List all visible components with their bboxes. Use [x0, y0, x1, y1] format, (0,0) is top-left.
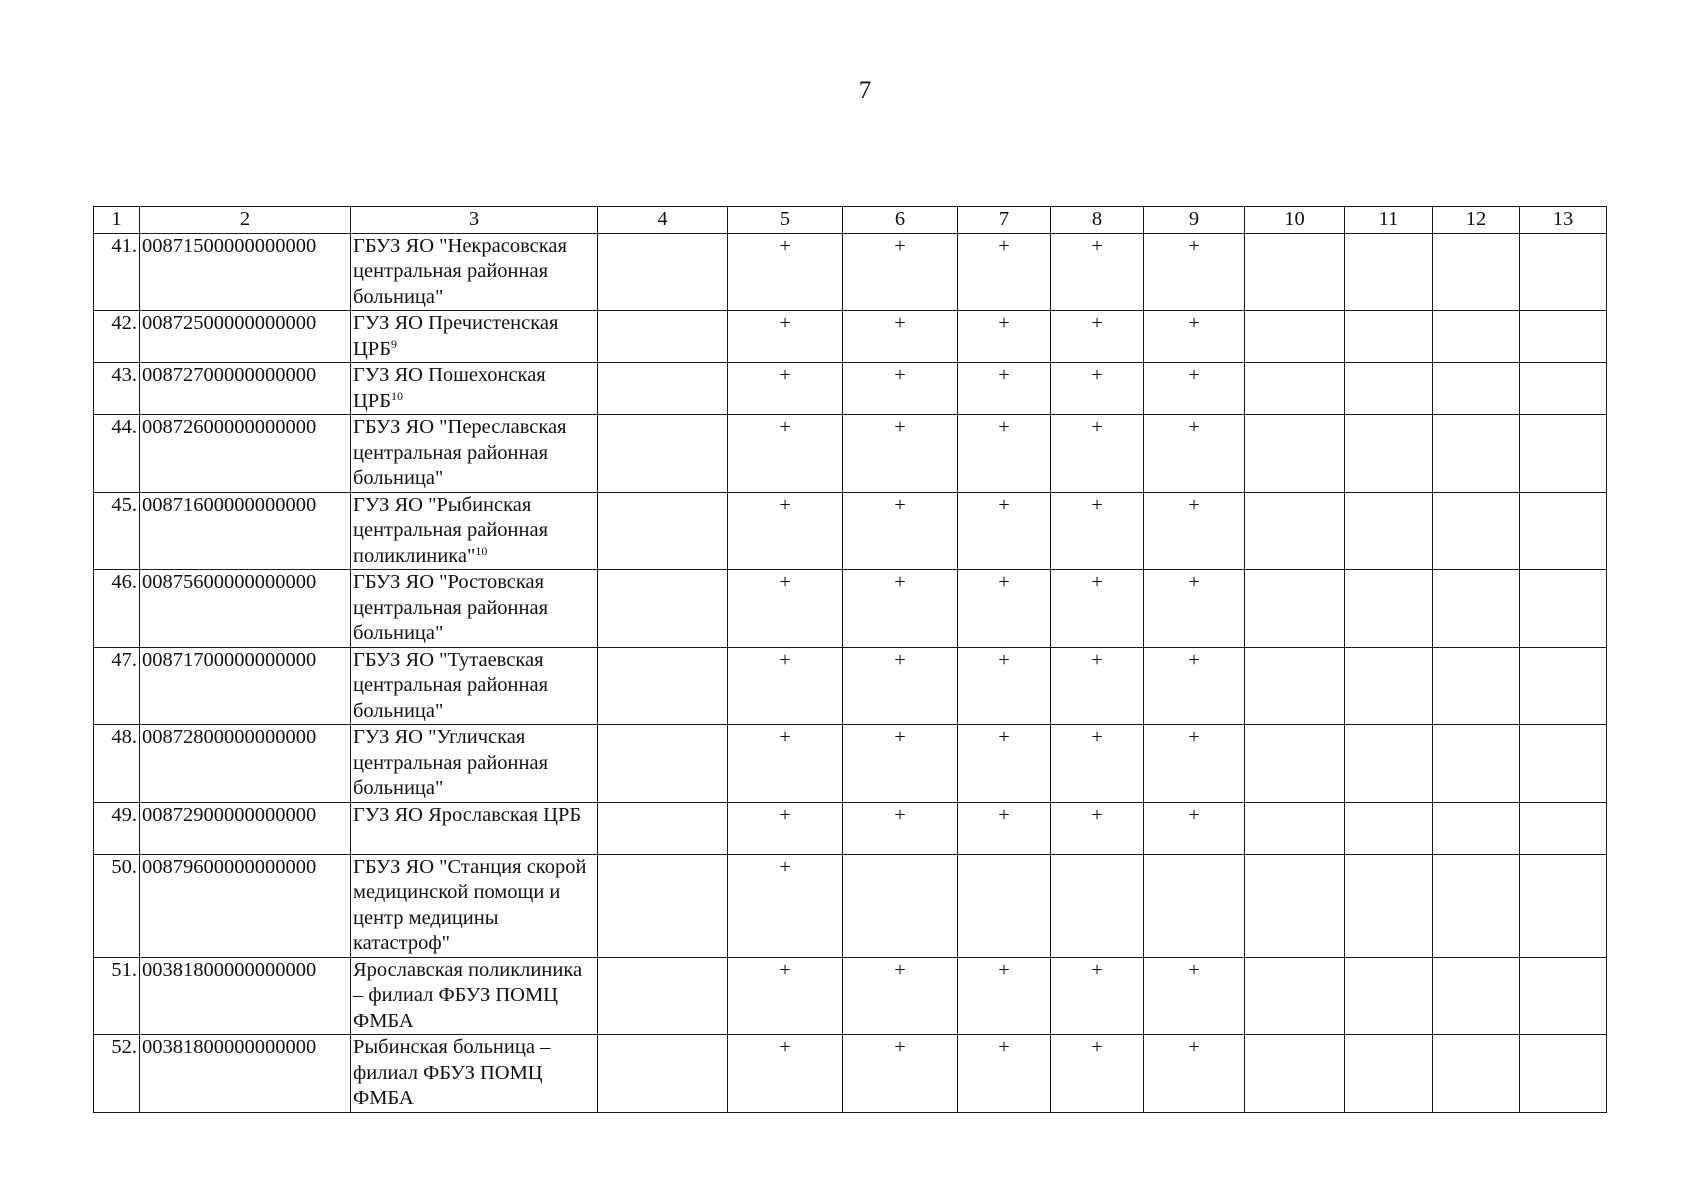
mark-cell-col-8: +	[1051, 1035, 1144, 1113]
mark-cell-col-7: +	[958, 647, 1051, 725]
table-row	[94, 233, 1607, 311]
column-header: 12	[1433, 207, 1520, 234]
mark-cell-col-6: +	[843, 363, 958, 415]
mark-cell-col-8: +	[1051, 802, 1144, 854]
organization-name-cell	[351, 233, 598, 311]
organization-name-cell	[351, 854, 598, 957]
mark-cell-col-4	[598, 233, 728, 311]
mark-cell-col-11	[1345, 415, 1433, 493]
organization-code: 00871700000000000	[140, 647, 351, 725]
row-number: 51.	[94, 957, 140, 1035]
organization-name: ГБУЗ ЯО "Станция скорой медицинской помощи и центр медицины катастроф"	[353, 855, 587, 954]
mark-cell-col-5: +	[728, 647, 843, 725]
mark-cell-col-12	[1433, 725, 1520, 803]
row-number: 43.	[94, 363, 140, 415]
table-row	[94, 570, 1607, 648]
mark-cell-col-7: +	[958, 802, 1051, 854]
organization-name: ГУЗ ЯО "Угличская центральная районная больница"	[353, 726, 549, 799]
organization-name-cell	[351, 1035, 598, 1113]
mark-cell-col-13	[1520, 415, 1607, 493]
table-row	[94, 311, 1607, 363]
mark-cell-col-5: +	[728, 233, 843, 311]
mark-cell-col-6: +	[843, 802, 958, 854]
mark-cell-col-7: +	[958, 725, 1051, 803]
mark-cell-col-7	[958, 854, 1051, 957]
organization-code: 00381800000000000	[140, 1035, 351, 1113]
mark-cell-col-13	[1520, 492, 1607, 570]
services-table	[93, 206, 1607, 1113]
mark-cell-col-10	[1245, 802, 1345, 854]
row-number: 46.	[94, 570, 140, 648]
column-header: 4	[598, 207, 728, 234]
organization-name: Ярославская поликлиника – филиал ФБУЗ ПОМЦ ФМБА	[353, 958, 583, 1032]
organization-name-cell	[351, 415, 598, 493]
mark-cell-col-7: +	[958, 311, 1051, 363]
mark-cell-col-7: +	[958, 492, 1051, 570]
mark-cell-col-8: +	[1051, 957, 1144, 1035]
mark-cell-col-12	[1433, 311, 1520, 363]
organization-name: ГБУЗ ЯО "Ростовская центральная районная больница"	[353, 571, 549, 644]
mark-cell-col-9: +	[1144, 233, 1245, 311]
mark-cell-col-8: +	[1051, 415, 1144, 493]
mark-cell-col-11	[1345, 311, 1433, 363]
mark-cell-col-12	[1433, 957, 1520, 1035]
organization-name-cell	[351, 311, 598, 363]
organization-code: 00875600000000000	[140, 570, 351, 648]
organization-code: 00872600000000000	[140, 415, 351, 493]
mark-cell-col-13	[1520, 1035, 1607, 1113]
column-header: 3	[351, 207, 598, 234]
column-header: 9	[1144, 207, 1245, 234]
organization-name: ГБУЗ ЯО "Некрасовская центральная районная больница"	[353, 234, 567, 308]
mark-cell-col-9: +	[1144, 492, 1245, 570]
mark-cell-col-9: +	[1144, 802, 1245, 854]
column-header: 10	[1245, 207, 1345, 234]
organization-code: 00871600000000000	[140, 492, 351, 570]
mark-cell-col-7: +	[958, 363, 1051, 415]
column-header: 5	[728, 207, 843, 234]
organization-name-cell	[351, 802, 598, 854]
mark-cell-col-10	[1245, 311, 1345, 363]
mark-cell-col-5: +	[728, 957, 843, 1035]
mark-cell-col-12	[1433, 802, 1520, 854]
organization-code: 00879600000000000	[140, 854, 351, 957]
mark-cell-col-11	[1345, 802, 1433, 854]
footnote-marker: 10	[390, 388, 403, 403]
table-row	[94, 647, 1607, 725]
mark-cell-col-5: +	[728, 725, 843, 803]
mark-cell-col-13	[1520, 802, 1607, 854]
mark-cell-col-9: +	[1144, 415, 1245, 493]
mark-cell-col-10	[1245, 725, 1345, 803]
column-header: 6	[843, 207, 958, 234]
row-number: 41.	[94, 233, 140, 311]
column-header: 13	[1520, 207, 1607, 234]
mark-cell-col-6: +	[843, 492, 958, 570]
organization-name: ГУЗ ЯО Пречистенская ЦРБ	[353, 312, 559, 360]
mark-cell-col-4	[598, 415, 728, 493]
mark-cell-col-5: +	[728, 1035, 843, 1113]
mark-cell-col-6: +	[843, 957, 958, 1035]
mark-cell-col-9: +	[1144, 570, 1245, 648]
mark-cell-col-5: +	[728, 854, 843, 957]
mark-cell-col-8: +	[1051, 492, 1144, 570]
row-number: 52.	[94, 1035, 140, 1113]
mark-cell-col-7: +	[958, 233, 1051, 311]
mark-cell-col-4	[598, 311, 728, 363]
mark-cell-col-13	[1520, 570, 1607, 648]
mark-cell-col-12	[1433, 647, 1520, 725]
mark-cell-col-6: +	[843, 647, 958, 725]
mark-cell-col-9: +	[1144, 311, 1245, 363]
mark-cell-col-6: +	[843, 415, 958, 493]
mark-cell-col-11	[1345, 1035, 1433, 1113]
mark-cell-col-8: +	[1051, 647, 1144, 725]
mark-cell-col-7: +	[958, 957, 1051, 1035]
table-row	[94, 854, 1607, 957]
mark-cell-col-12	[1433, 233, 1520, 311]
mark-cell-col-5: +	[728, 363, 843, 415]
mark-cell-col-11	[1345, 647, 1433, 725]
table-row	[94, 363, 1607, 415]
mark-cell-col-11	[1345, 854, 1433, 957]
mark-cell-col-10	[1245, 1035, 1345, 1113]
mark-cell-col-7: +	[958, 570, 1051, 648]
organization-name-cell	[351, 363, 598, 415]
table-row	[94, 725, 1607, 803]
mark-cell-col-4	[598, 647, 728, 725]
mark-cell-col-11	[1345, 492, 1433, 570]
mark-cell-col-12	[1433, 570, 1520, 648]
footnote-marker: 9	[390, 336, 397, 351]
mark-cell-col-9: +	[1144, 957, 1245, 1035]
organization-name: Рыбинская больница – филиал ФБУЗ ПОМЦ ФМБА	[353, 1036, 551, 1109]
table-body	[94, 207, 1607, 1113]
column-header: 8	[1051, 207, 1144, 234]
organization-name: ГБУЗ ЯО "Переславская центральная районная больница"	[353, 416, 567, 489]
mark-cell-col-4	[598, 802, 728, 854]
mark-cell-col-4	[598, 854, 728, 957]
mark-cell-col-13	[1520, 363, 1607, 415]
organization-name-cell	[351, 647, 598, 725]
page-number: 7	[858, 77, 872, 104]
mark-cell-col-8	[1051, 854, 1144, 957]
column-header: 11	[1345, 207, 1433, 234]
mark-cell-col-13	[1520, 311, 1607, 363]
organization-code: 00381800000000000	[140, 957, 351, 1035]
organization-code: 00872900000000000	[140, 802, 351, 854]
organization-name: ГБУЗ ЯО "Тутаевская центральная районная больница"	[353, 648, 549, 722]
mark-cell-col-12	[1433, 363, 1520, 415]
mark-cell-col-4	[598, 1035, 728, 1113]
mark-cell-col-10	[1245, 570, 1345, 648]
mark-cell-col-6: +	[843, 233, 958, 311]
mark-cell-col-4	[598, 957, 728, 1035]
mark-cell-col-11	[1345, 725, 1433, 803]
organization-code: 00872500000000000	[140, 311, 351, 363]
mark-cell-col-13	[1520, 854, 1607, 957]
mark-cell-col-9: +	[1144, 647, 1245, 725]
mark-cell-col-13	[1520, 725, 1607, 803]
mark-cell-col-11	[1345, 363, 1433, 415]
mark-cell-col-12	[1433, 1035, 1520, 1113]
organization-code: 00872800000000000	[140, 725, 351, 803]
mark-cell-col-10	[1245, 415, 1345, 493]
mark-cell-col-12	[1433, 854, 1520, 957]
mark-cell-col-5: +	[728, 311, 843, 363]
table-row	[94, 492, 1607, 570]
column-header: 7	[958, 207, 1051, 234]
row-number: 47.	[94, 647, 140, 725]
mark-cell-col-6: +	[843, 570, 958, 648]
mark-cell-col-5: +	[728, 570, 843, 648]
row-number: 45.	[94, 492, 140, 570]
mark-cell-col-11	[1345, 957, 1433, 1035]
mark-cell-col-8: +	[1051, 725, 1144, 803]
organization-name-cell	[351, 725, 598, 803]
organization-name-cell	[351, 492, 598, 570]
organization-name: ГУЗ ЯО Пошехонская ЦРБ	[353, 364, 546, 412]
mark-cell-col-13	[1520, 957, 1607, 1035]
table-row	[94, 1035, 1607, 1113]
mark-cell-col-10	[1245, 854, 1345, 957]
organization-name: ГУЗ ЯО Ярославская ЦРБ	[353, 803, 582, 826]
row-number: 44.	[94, 415, 140, 493]
mark-cell-col-7: +	[958, 1035, 1051, 1113]
row-number: 42.	[94, 311, 140, 363]
mark-cell-col-6: +	[843, 311, 958, 363]
mark-cell-col-4	[598, 570, 728, 648]
mark-cell-col-12	[1433, 415, 1520, 493]
mark-cell-col-4	[598, 363, 728, 415]
row-number: 50.	[94, 854, 140, 957]
mark-cell-col-6: +	[843, 1035, 958, 1113]
mark-cell-col-11	[1345, 233, 1433, 311]
mark-cell-col-13	[1520, 233, 1607, 311]
mark-cell-col-8: +	[1051, 570, 1144, 648]
mark-cell-col-9: +	[1144, 725, 1245, 803]
organization-name-cell	[351, 570, 598, 648]
mark-cell-col-4	[598, 492, 728, 570]
mark-cell-col-5: +	[728, 415, 843, 493]
mark-cell-col-8: +	[1051, 233, 1144, 311]
organization-code: 00871500000000000	[140, 233, 351, 311]
mark-cell-col-10	[1245, 957, 1345, 1035]
organization-name: ГУЗ ЯО "Рыбинская центральная районная поликлиника"	[353, 493, 549, 567]
organization-code: 00872700000000000	[140, 363, 351, 415]
organization-name-cell	[351, 957, 598, 1035]
mark-cell-col-8: +	[1051, 311, 1144, 363]
mark-cell-col-11	[1345, 570, 1433, 648]
mark-cell-col-9: +	[1144, 363, 1245, 415]
table-row	[94, 802, 1607, 854]
footnote-marker: 10	[475, 543, 488, 558]
mark-cell-col-10	[1245, 363, 1345, 415]
mark-cell-col-5: +	[728, 492, 843, 570]
mark-cell-col-10	[1245, 647, 1345, 725]
column-number-row	[94, 207, 1607, 234]
table-row	[94, 415, 1607, 493]
mark-cell-col-9: +	[1144, 1035, 1245, 1113]
mark-cell-col-10	[1245, 233, 1345, 311]
table-row	[94, 957, 1607, 1035]
mark-cell-col-5: +	[728, 802, 843, 854]
mark-cell-col-10	[1245, 492, 1345, 570]
mark-cell-col-12	[1433, 492, 1520, 570]
mark-cell-col-4	[598, 725, 728, 803]
mark-cell-col-6	[843, 854, 958, 957]
mark-cell-col-9	[1144, 854, 1245, 957]
column-header: 2	[140, 207, 351, 234]
row-number: 49.	[94, 802, 140, 854]
row-number: 48.	[94, 725, 140, 803]
mark-cell-col-8: +	[1051, 363, 1144, 415]
column-header: 1	[94, 207, 140, 234]
mark-cell-col-7: +	[958, 415, 1051, 493]
mark-cell-col-6: +	[843, 725, 958, 803]
mark-cell-col-13	[1520, 647, 1607, 725]
